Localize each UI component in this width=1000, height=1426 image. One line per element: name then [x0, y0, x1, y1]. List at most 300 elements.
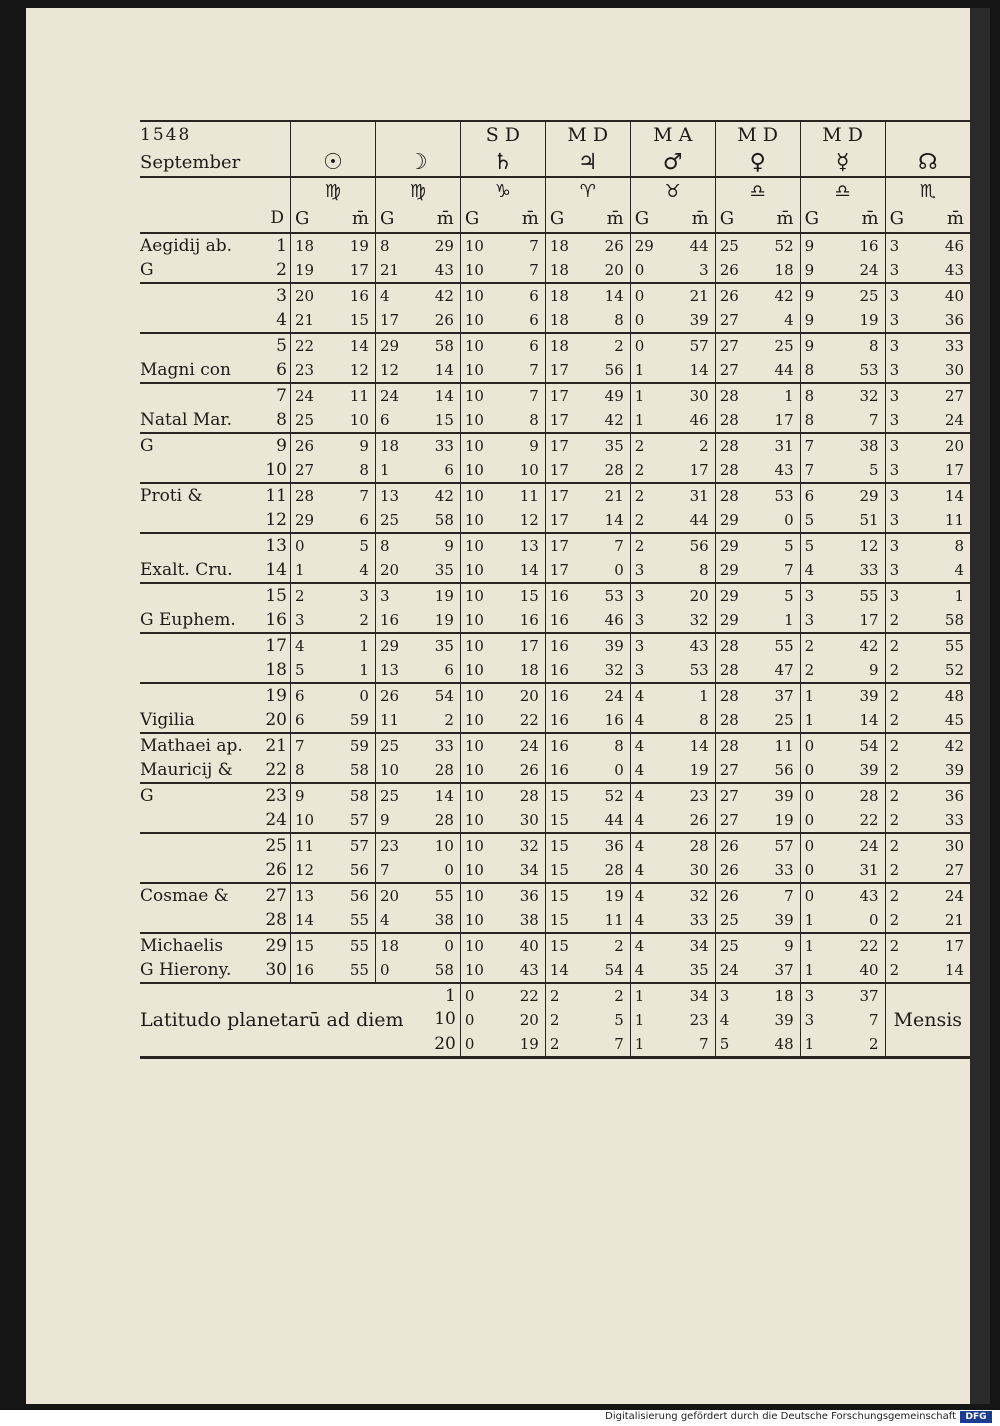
zodiac-sign-icon	[715, 177, 800, 204]
position-cell	[375, 958, 460, 983]
minutes-value: 42	[434, 487, 454, 505]
degrees-value: 2	[804, 661, 815, 679]
minutes-value: 28	[859, 787, 879, 805]
table-row	[140, 333, 970, 358]
day-number: 8	[276, 410, 287, 430]
minutes-value: 57	[349, 837, 369, 855]
position-cell	[545, 733, 630, 758]
position-cell	[630, 758, 715, 783]
degrees-value: 2	[549, 1011, 560, 1029]
position-cell	[375, 808, 460, 833]
minutes-value: 27	[944, 861, 964, 879]
minutes-value: 6	[444, 661, 454, 679]
degrees-value: 5	[719, 1035, 730, 1053]
minutes-value: 42	[434, 287, 454, 305]
minutes-value: 42	[774, 287, 794, 305]
feast-label: Natal Mar.	[140, 410, 233, 430]
degrees-value: 23	[379, 837, 400, 855]
minutes-value: 56	[349, 887, 369, 905]
degrees-value: 4	[379, 911, 390, 929]
minutes-value: 36	[944, 311, 964, 329]
position-cell	[715, 758, 800, 783]
feast-label: Proti &	[140, 486, 203, 506]
sign-symbol: ♍	[409, 180, 426, 202]
position-cell	[291, 758, 376, 783]
m-label: m̄	[691, 207, 709, 229]
degrees-value: 27	[719, 761, 739, 779]
minutes-value: 39	[774, 1011, 794, 1029]
position-cell	[630, 358, 715, 383]
degrees-value: 5	[295, 661, 305, 679]
position-cell	[715, 883, 800, 908]
gm-header	[800, 204, 885, 233]
degrees-value: 25	[295, 411, 315, 429]
degrees-value: 25	[379, 511, 400, 529]
g-label: G	[804, 207, 820, 229]
degrees-value: 16	[549, 637, 569, 655]
day-number: 6	[276, 360, 287, 380]
motion-text: S D	[485, 124, 520, 146]
minutes-value: 6	[444, 461, 454, 479]
position-cell	[630, 308, 715, 333]
minutes-value: 33	[774, 861, 794, 879]
minutes-value: 32	[519, 837, 539, 855]
position-cell	[545, 408, 630, 433]
degrees-value: 18	[549, 311, 569, 329]
degrees-value: 28	[719, 711, 739, 729]
position-cell	[630, 508, 715, 533]
latitude-cell	[460, 983, 545, 1008]
position-cell	[460, 833, 545, 858]
degrees-value: 2	[889, 861, 900, 879]
degrees-value: 3	[804, 611, 815, 629]
feast-label: Exalt. Cru.	[140, 560, 233, 580]
minutes-value: 14	[604, 511, 624, 529]
minutes-value: 29	[859, 487, 879, 505]
table-row	[140, 533, 970, 558]
day-number: 15	[265, 586, 287, 606]
table-row	[140, 858, 970, 883]
position-cell	[291, 483, 376, 508]
degrees-value: 2	[549, 987, 560, 1005]
minutes-value: 9	[444, 537, 454, 555]
day-number: 21	[265, 736, 287, 756]
latitude-day: 20	[434, 1034, 456, 1054]
degrees-value: 4	[634, 737, 645, 755]
table-row	[140, 708, 970, 733]
position-cell	[545, 433, 630, 458]
position-cell	[545, 583, 630, 608]
degrees-value: 27	[719, 361, 739, 379]
degrees-value: 10	[464, 237, 484, 255]
position-cell	[291, 358, 376, 383]
degrees-value: 9	[295, 787, 305, 805]
latitude-cell	[460, 1032, 545, 1058]
minutes-value: 58	[434, 337, 454, 355]
minutes-value: 26	[519, 761, 539, 779]
minutes-value: 24	[944, 887, 964, 905]
position-cell	[800, 683, 885, 708]
position-cell	[630, 683, 715, 708]
degrees-value: 7	[295, 737, 305, 755]
table-row	[140, 283, 970, 308]
minutes-value: 36	[944, 787, 964, 805]
day-column-label: D	[270, 208, 284, 228]
minutes-value: 55	[434, 887, 454, 905]
day-number: 18	[265, 660, 287, 680]
position-cell	[375, 858, 460, 883]
degrees-value: 5	[804, 537, 815, 555]
minutes-value: 22	[519, 711, 539, 729]
degrees-value: 24	[295, 387, 315, 405]
degrees-value: 2	[804, 637, 815, 655]
minutes-value: 11	[604, 911, 624, 929]
position-cell	[885, 408, 970, 433]
degrees-value: 3	[804, 587, 815, 605]
position-cell	[545, 333, 630, 358]
position-cell	[545, 508, 630, 533]
g-label: G	[549, 207, 565, 229]
minutes-value: 9	[784, 937, 794, 955]
position-cell	[800, 508, 885, 533]
latitude-label: Latitudo planetarū ad diem	[140, 1009, 404, 1031]
minutes-value: 14	[434, 361, 454, 379]
gm-header	[545, 204, 630, 233]
table-row	[140, 233, 970, 258]
minutes-value: 17	[689, 461, 709, 479]
latitude-cell	[800, 1032, 885, 1058]
position-cell	[460, 383, 545, 408]
position-cell	[460, 633, 545, 658]
minutes-value: 7	[784, 887, 794, 905]
minutes-value: 56	[689, 537, 709, 555]
degrees-value: 10	[464, 461, 484, 479]
position-cell	[291, 508, 376, 533]
sign-symbol: ♉	[664, 180, 681, 202]
month-label: September	[140, 151, 241, 173]
minutes-value: 7	[359, 487, 369, 505]
degrees-value: 17	[549, 561, 569, 579]
minutes-value: 47	[774, 661, 794, 679]
position-cell	[630, 333, 715, 358]
degrees-value: 17	[549, 361, 569, 379]
minutes-value: 0	[614, 761, 624, 779]
position-cell	[375, 483, 460, 508]
minutes-value: 5	[869, 461, 879, 479]
minutes-value: 21	[689, 287, 709, 305]
degrees-value: 0	[464, 987, 475, 1005]
minutes-value: 53	[859, 361, 879, 379]
position-cell	[630, 733, 715, 758]
minutes-value: 20	[519, 1011, 539, 1029]
degrees-value: 18	[379, 937, 400, 955]
minutes-value: 8	[614, 311, 624, 329]
minutes-value: 11	[774, 737, 794, 755]
minutes-value: 25	[774, 337, 794, 355]
position-cell	[630, 908, 715, 933]
degrees-value: 2	[634, 461, 645, 479]
minutes-value: 37	[774, 687, 794, 705]
minutes-value: 0	[614, 561, 624, 579]
degrees-value: 3	[719, 987, 730, 1005]
degrees-value: 17	[549, 487, 569, 505]
minutes-value: 6	[529, 311, 539, 329]
day-number: 4	[276, 310, 287, 330]
position-cell	[715, 583, 800, 608]
position-cell	[545, 633, 630, 658]
planet-symbol-icon	[460, 148, 545, 177]
degrees-value: 3	[889, 261, 900, 279]
position-cell	[800, 708, 885, 733]
position-cell	[375, 508, 460, 533]
position-cell	[800, 758, 885, 783]
minutes-value: 43	[859, 887, 879, 905]
m-label: m̄	[861, 207, 879, 229]
minutes-value: 39	[774, 787, 794, 805]
position-cell	[800, 258, 885, 283]
position-cell	[291, 283, 376, 308]
degrees-value: 0	[379, 961, 390, 979]
position-cell	[545, 808, 630, 833]
degrees-value: 15	[549, 861, 569, 879]
degrees-value: 3	[804, 1011, 815, 1029]
position-cell	[375, 708, 460, 733]
table-row	[140, 658, 970, 683]
minutes-value: 7	[529, 261, 539, 279]
degrees-value: 16	[549, 611, 569, 629]
day-number: 2	[276, 260, 287, 280]
degrees-value: 0	[804, 761, 815, 779]
position-cell	[291, 833, 376, 858]
minutes-value: 37	[859, 987, 879, 1005]
position-cell	[460, 558, 545, 583]
degrees-value: 10	[464, 437, 484, 455]
minutes-value: 7	[529, 237, 539, 255]
position-cell	[460, 333, 545, 358]
minutes-value: 43	[689, 637, 709, 655]
latitude-cell	[545, 983, 630, 1008]
position-cell	[800, 408, 885, 433]
minutes-value: 19	[434, 587, 454, 605]
minutes-value: 11	[519, 487, 539, 505]
degrees-value: 4	[379, 287, 390, 305]
table-row	[140, 958, 970, 983]
degrees-value: 27	[295, 461, 315, 479]
degrees-value: 8	[295, 761, 305, 779]
minutes-value: 14	[519, 561, 539, 579]
degrees-value: 4	[634, 711, 645, 729]
degrees-value: 8	[804, 411, 815, 429]
position-cell	[545, 908, 630, 933]
degrees-value: 25	[719, 937, 739, 955]
position-cell	[291, 308, 376, 333]
position-cell	[885, 708, 970, 733]
position-cell	[885, 458, 970, 483]
minutes-value: 8	[954, 537, 964, 555]
degrees-value: 10	[464, 387, 484, 405]
sign-symbol: ♎	[834, 180, 851, 202]
minutes-value: 43	[434, 261, 454, 279]
minutes-value: 18	[774, 987, 794, 1005]
degrees-value: 19	[295, 261, 315, 279]
degrees-value: 15	[549, 887, 569, 905]
degrees-value: 17	[549, 511, 569, 529]
motion-label	[545, 121, 630, 148]
minutes-value: 44	[689, 511, 709, 529]
position-cell	[885, 283, 970, 308]
minutes-value: 22	[859, 811, 879, 829]
gm-header	[630, 204, 715, 233]
degrees-value: 0	[634, 287, 645, 305]
degrees-value: 10	[379, 761, 400, 779]
minutes-value: 19	[604, 887, 624, 905]
degrees-value: 0	[634, 261, 645, 279]
degrees-value: 15	[549, 911, 569, 929]
minutes-value: 19	[774, 811, 794, 829]
feast-label: Michaelis	[140, 936, 224, 956]
feast-label: G Hierony.	[140, 960, 232, 980]
degrees-value: 2	[889, 837, 900, 855]
position-cell	[375, 233, 460, 258]
degrees-value: 7	[804, 461, 815, 479]
planet-symbol: ♃	[577, 149, 598, 175]
minutes-value: 5	[614, 1011, 624, 1029]
degrees-value: 3	[634, 587, 645, 605]
position-cell	[630, 933, 715, 958]
minutes-value: 33	[434, 737, 454, 755]
latitude-cell	[545, 1032, 630, 1058]
position-cell	[460, 533, 545, 558]
position-cell	[885, 733, 970, 758]
position-cell	[545, 658, 630, 683]
day-number: 28	[265, 910, 287, 930]
position-cell	[885, 858, 970, 883]
position-cell	[630, 833, 715, 858]
minutes-value: 51	[859, 511, 879, 529]
position-cell	[715, 308, 800, 333]
degrees-value: 10	[464, 611, 484, 629]
degrees-value: 29	[379, 337, 400, 355]
degrees-value: 1	[634, 987, 645, 1005]
position-cell	[715, 733, 800, 758]
degrees-value: 24	[379, 387, 400, 405]
degrees-value: 9	[379, 811, 390, 829]
table-row	[140, 558, 970, 583]
minutes-value: 58	[944, 611, 964, 629]
minutes-value: 0	[784, 511, 794, 529]
degrees-value: 12	[295, 861, 315, 879]
degrees-value: 28	[719, 411, 739, 429]
position-cell	[375, 358, 460, 383]
degrees-value: 28	[719, 661, 739, 679]
day-number: 22	[265, 760, 287, 780]
degrees-value: 4	[634, 937, 645, 955]
position-cell	[715, 908, 800, 933]
degrees-value: 0	[634, 311, 645, 329]
position-cell	[375, 258, 460, 283]
degrees-value: 17	[549, 437, 569, 455]
minutes-value: 14	[434, 787, 454, 805]
minutes-value: 15	[434, 411, 454, 429]
position-cell	[800, 933, 885, 958]
position-cell	[800, 783, 885, 808]
minutes-value: 18	[519, 661, 539, 679]
minutes-value: 25	[774, 711, 794, 729]
position-cell	[545, 833, 630, 858]
position-cell	[545, 958, 630, 983]
minutes-value: 39	[859, 687, 879, 705]
degrees-value: 2	[634, 537, 645, 555]
minutes-value: 54	[859, 737, 879, 755]
zodiac-sign-icon	[460, 177, 545, 204]
position-cell	[630, 858, 715, 883]
position-cell	[460, 858, 545, 883]
position-cell	[291, 908, 376, 933]
position-cell	[885, 608, 970, 633]
degrees-value: 26	[295, 437, 315, 455]
latitude-day: 1	[445, 986, 456, 1006]
minutes-value: 32	[689, 611, 709, 629]
minutes-value: 30	[519, 811, 539, 829]
degrees-value: 15	[549, 837, 569, 855]
position-cell	[545, 358, 630, 383]
minutes-value: 44	[689, 237, 709, 255]
minutes-value: 24	[604, 687, 624, 705]
position-cell	[885, 908, 970, 933]
position-cell	[460, 608, 545, 633]
day-number: 9	[276, 436, 287, 456]
degrees-value: 24	[719, 961, 739, 979]
degrees-value: 2	[889, 637, 900, 655]
minutes-value: 24	[859, 837, 879, 855]
minutes-value: 53	[774, 487, 794, 505]
position-cell	[375, 333, 460, 358]
minutes-value: 24	[944, 411, 964, 429]
minutes-value: 4	[954, 561, 964, 579]
latitude-row	[140, 1032, 970, 1058]
position-cell	[291, 858, 376, 883]
position-cell	[630, 808, 715, 833]
position-cell	[291, 708, 376, 733]
planet-symbol: ♀	[749, 149, 766, 175]
table-row	[140, 308, 970, 333]
degrees-value: 10	[464, 637, 484, 655]
minutes-value: 12	[519, 511, 539, 529]
position-cell	[545, 558, 630, 583]
degrees-value: 10	[464, 561, 484, 579]
g-label: G	[634, 207, 650, 229]
position-cell	[630, 658, 715, 683]
degrees-value: 17	[549, 411, 569, 429]
minutes-value: 4	[359, 561, 369, 579]
latitude-cell	[800, 1008, 885, 1032]
degrees-value: 20	[379, 561, 400, 579]
position-cell	[885, 258, 970, 283]
table-row	[140, 458, 970, 483]
position-cell	[800, 583, 885, 608]
degrees-value: 10	[464, 887, 484, 905]
minutes-value: 39	[944, 761, 964, 779]
position-cell	[375, 633, 460, 658]
position-cell	[715, 933, 800, 958]
minutes-value: 53	[604, 587, 624, 605]
minutes-value: 7	[614, 1035, 624, 1053]
position-cell	[800, 958, 885, 983]
degrees-value: 28	[719, 387, 739, 405]
minutes-value: 9	[529, 437, 539, 455]
position-cell	[715, 408, 800, 433]
degrees-value: 12	[379, 361, 400, 379]
